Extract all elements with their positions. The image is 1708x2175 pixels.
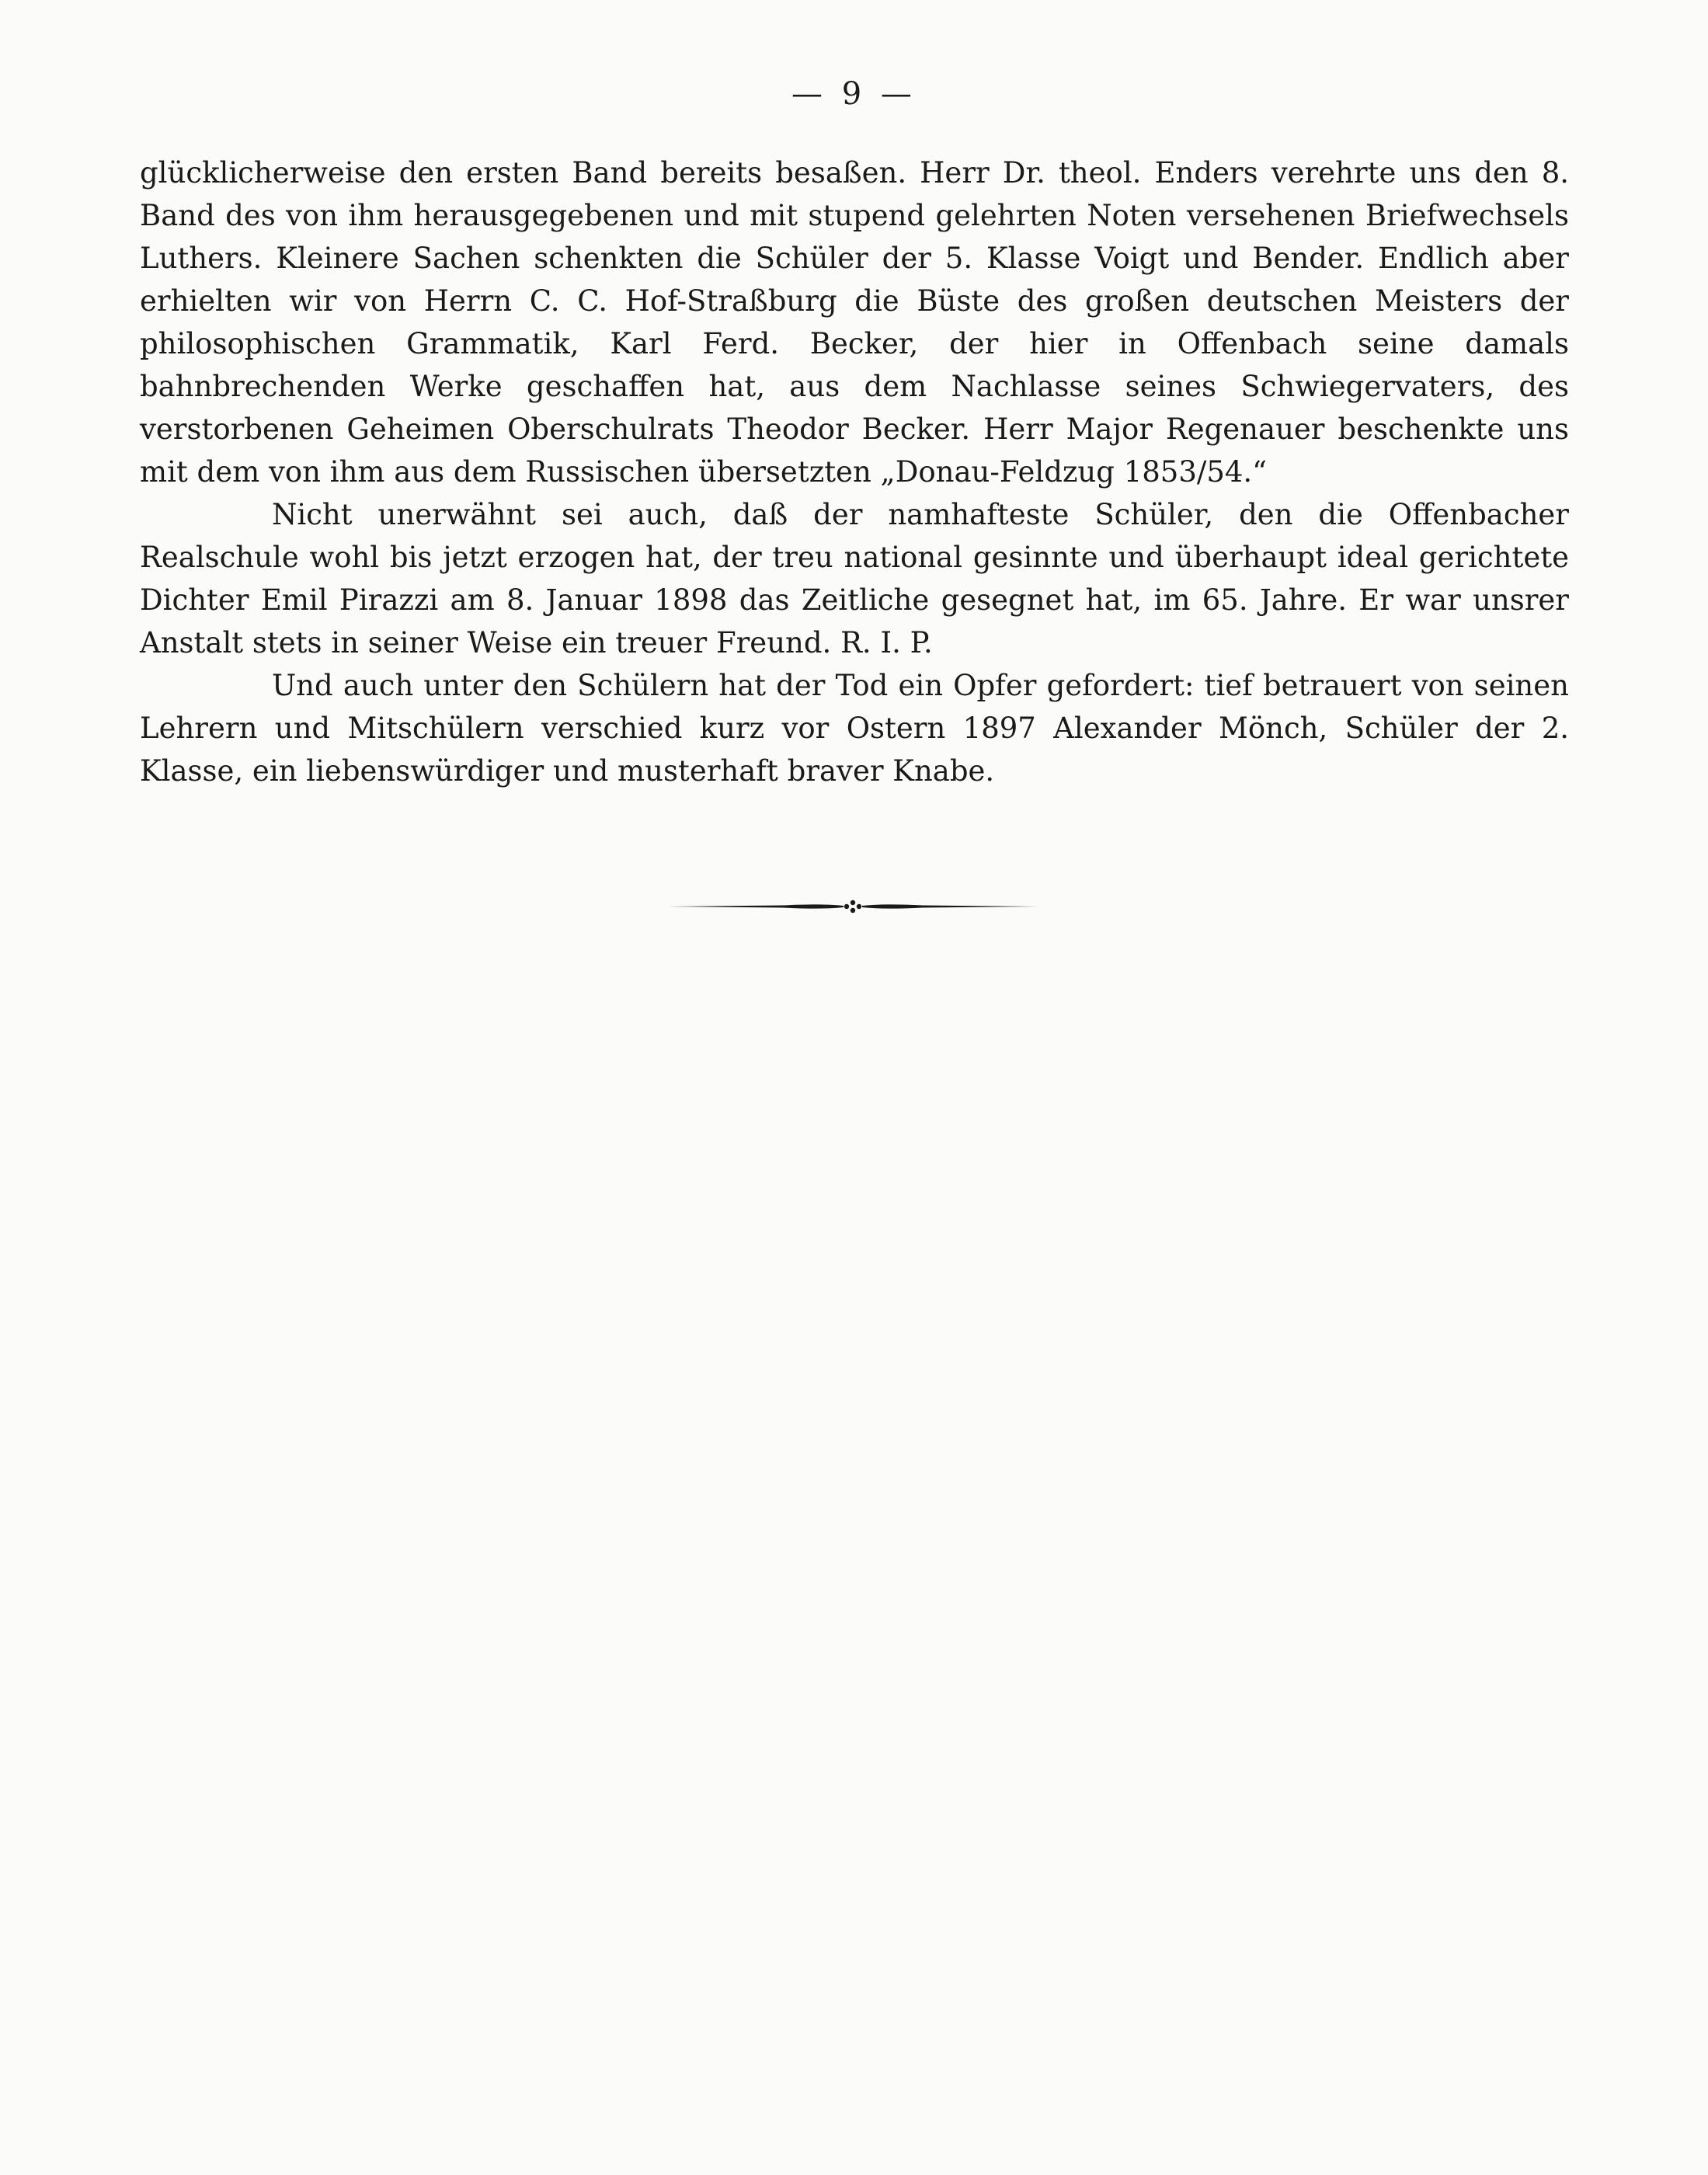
paragraph-pirazzi: Nicht unerwähnt sei auch, daß der namhafteste Schüler, den die Offenbacher Realschule wohl bis jetzt erzogen hat, der treu national gesinnte und überhaupt ideal gerichtete Dichter Emil Pirazzi am 8. Januar 1898 das Zeitliche gesegnet hat, im 65. Jahre. Er war unsrer Anstalt stets in seiner Weise ein treuer Freund. R. I. P. xyxy=(140,498,1569,659)
paragraph-moench: Und auch unter den Schülern hat der Tod ein Opfer gefordert: tief betrauert von seinen Lehrern und Mitschülern verschied kurz vor Ostern 1897 Alexander Mönch, Schüler der 2. Klasse, ein liebenswürdiger und musterhaft braver Knabe. xyxy=(140,669,1569,788)
page-number: — 9 — xyxy=(791,76,917,112)
ornamental-rule-divider-icon xyxy=(666,893,1039,920)
body-text xyxy=(140,151,1569,792)
paragraph-donations: glücklicherweise den ersten Band bereits besaßen. Herr Dr. theol. Enders verehrte uns den 8. Band des von ihm herausgegebenen und mit stupend gelehrten Noten versehenen Briefwechsels Luthers. Kleinere Sachen schenkten die Schüler der 5. Klasse Voigt und Bender. Endlich aber erhielten wir von Herrn C. C. Hof-Straßburg die Büste des großen deutschen Meisters der philosophischen Grammatik, Karl Ferd. Becker, der hier in Offenbach seine damals bahnbrechenden Werke geschaffen hat, aus dem Nachlasse seines Schwiegervaters, des verstorbenen Geheimen Oberschulrats Theodor Becker. Herr Major Regenauer beschenkte uns mit dem von ihm aus dem Russischen übersetzten „Donau-Feldzug 1853/54.“ xyxy=(140,156,1569,489)
